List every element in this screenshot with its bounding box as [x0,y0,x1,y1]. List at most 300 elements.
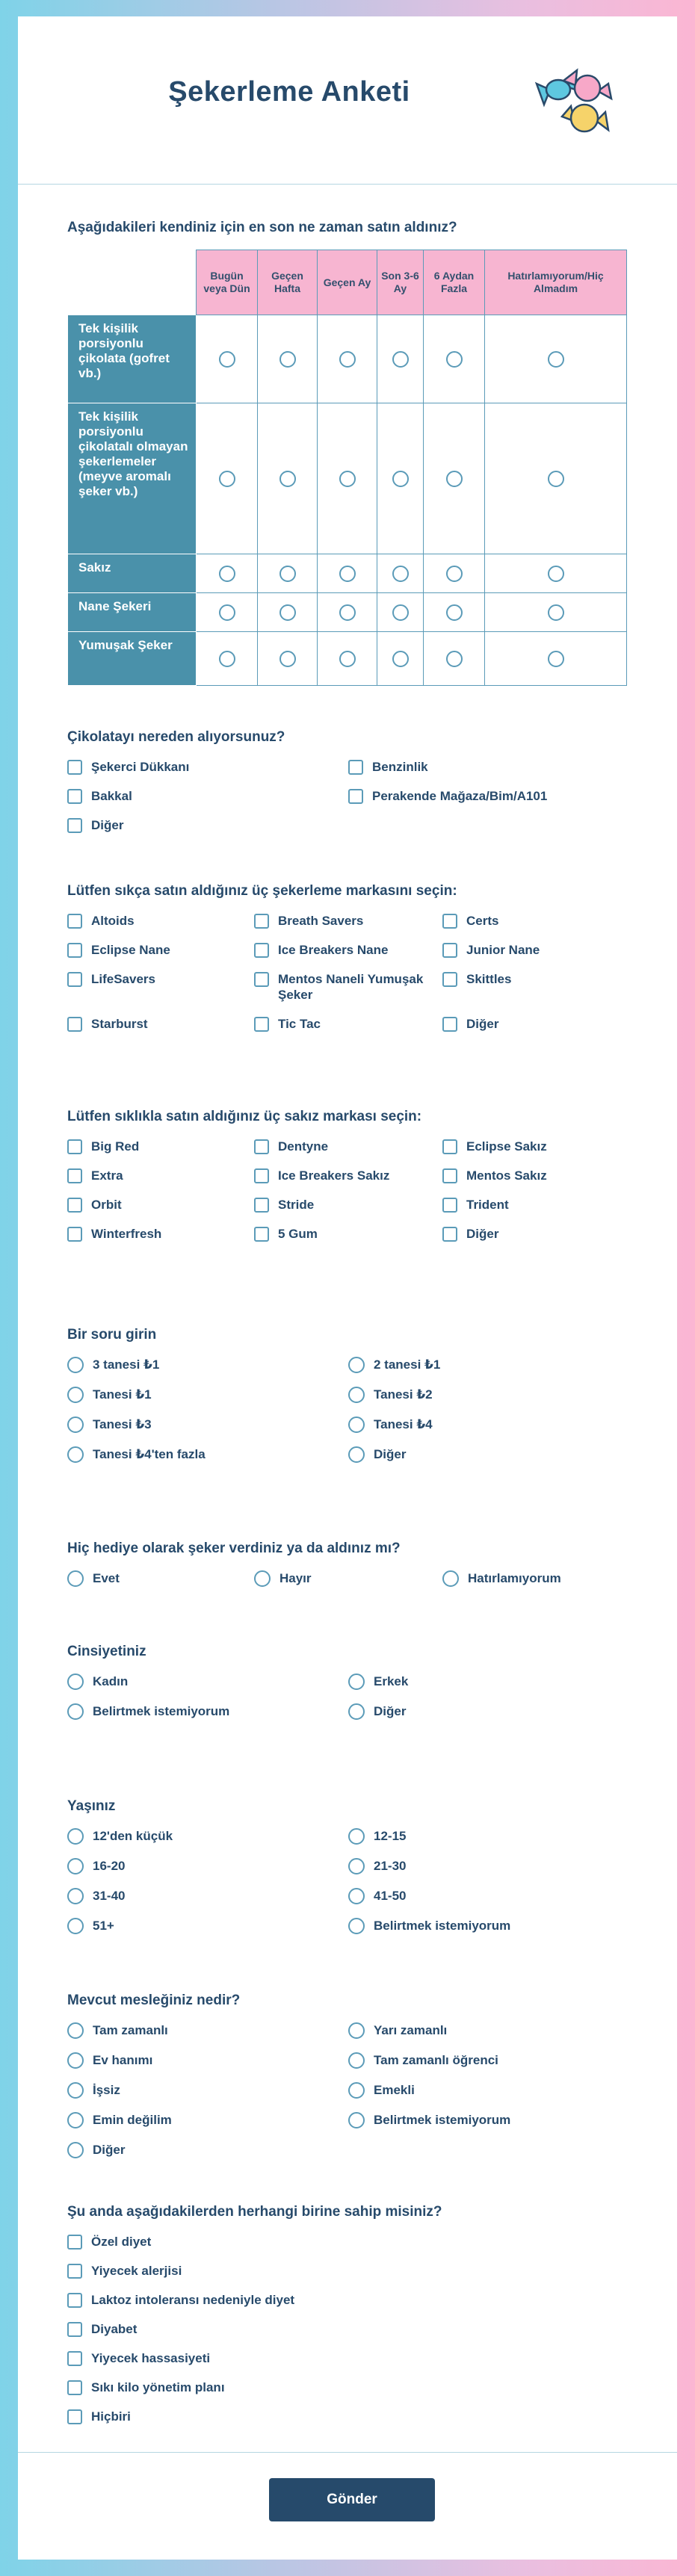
q9-section [67,1993,635,2158]
checkbox-option[interactable] [67,2234,635,2250]
checkbox[interactable] [254,1139,269,1154]
matrix-cell [197,593,258,632]
radio-button[interactable] [254,1570,271,1587]
checkbox-option[interactable] [254,1168,442,1183]
matrix-cell [485,593,627,632]
matrix-radio[interactable] [548,351,564,368]
matrix-col-header: Son 3-6 Ay [377,250,424,315]
matrix-cell [318,403,377,554]
checkbox-option[interactable] [67,2409,635,2424]
checkbox[interactable] [442,1017,457,1032]
matrix-cell [258,593,318,632]
checkbox[interactable] [67,2409,82,2424]
checkbox[interactable] [254,1198,269,1213]
option-label: Emin değilim [93,2113,172,2127]
radio-button[interactable] [348,2052,365,2069]
radio-button[interactable] [348,2082,365,2099]
checkbox[interactable] [254,972,269,987]
option-label: Benzinlik [372,760,428,774]
radio-option[interactable] [67,1387,348,1403]
matrix-corner [68,250,197,315]
option-label: 3 tanesi ₺1 [93,1357,160,1372]
radio-button[interactable] [348,1888,365,1904]
radio-option[interactable] [67,1703,348,1720]
option-label: Trident [466,1198,509,1212]
matrix-radio[interactable] [446,566,463,582]
checkbox-option[interactable] [254,942,442,958]
radio-button[interactable] [348,2022,365,2039]
checkbox[interactable] [348,789,363,804]
checkbox[interactable] [254,1017,269,1032]
radio-option[interactable] [67,1918,348,1934]
option-label: Diğer [93,2143,126,2157]
option-label: Şekerci Dükkanı [91,760,190,774]
matrix-radio[interactable] [392,604,409,621]
option-label: Yarı zamanlı [374,2023,448,2037]
option-label: Dentyne [278,1139,329,1154]
radio-option[interactable] [348,1446,629,1463]
checkbox[interactable] [348,760,363,775]
radio-option[interactable] [67,2052,348,2069]
matrix-radio[interactable] [219,471,235,487]
matrix-row-label: Tek kişilik porsiyonlu çikolata (gofret vb.) [68,315,197,403]
checkbox[interactable] [442,972,457,987]
checkbox-option[interactable] [67,1168,254,1183]
option-label: Belirtmek istemiyorum [374,1919,511,1933]
matrix-row-label: Nane Şekeri [68,593,197,632]
option-label: 2 tanesi ₺1 [374,1357,441,1372]
radio-button[interactable] [348,1828,365,1845]
matrix-row [68,403,627,554]
radio-button[interactable] [67,2112,84,2128]
radio-button[interactable] [67,1417,84,1433]
checkbox-option[interactable] [67,1197,254,1213]
option-label: Eclipse Nane [91,943,170,957]
option-label: Starburst [91,1017,148,1031]
checkbox-option[interactable] [67,2292,635,2308]
matrix-radio[interactable] [392,566,409,582]
option-label: Belirtmek istemiyorum [93,1704,230,1718]
radio-option[interactable] [67,1570,254,1587]
radio-button[interactable] [67,1828,84,1845]
matrix-cell [424,315,485,403]
option-label: Özel diyet [91,2235,152,2249]
matrix-cell [377,554,424,593]
checkbox-option[interactable] [442,1016,629,1032]
matrix-radio[interactable] [339,566,356,582]
radio-option[interactable] [348,1674,629,1690]
option-label: 21-30 [374,1859,407,1873]
matrix-cell [258,632,318,686]
matrix-col-header: Bugün veya Dün [197,250,258,315]
radio-button[interactable] [348,1674,365,1690]
matrix-cell [424,403,485,554]
matrix-cell [377,403,424,554]
matrix-cell [258,554,318,593]
matrix-cell [197,315,258,403]
checkbox-option[interactable] [442,1139,629,1154]
radio-option[interactable] [67,1858,348,1874]
option-label: Diğer [374,1447,407,1461]
option-label: Tic Tac [278,1017,321,1031]
checkbox-option[interactable] [67,2380,635,2395]
matrix-radio[interactable] [219,604,235,621]
matrix-radio[interactable] [219,651,235,667]
matrix-radio[interactable] [339,651,356,667]
matrix-radio[interactable] [279,604,296,621]
matrix-cell [377,593,424,632]
checkbox-option[interactable] [67,971,254,1003]
option-label: 12'den küçük [93,1829,173,1843]
radio-button[interactable] [348,1858,365,1874]
option-label: Sıkı kilo yönetim planı [91,2380,225,2394]
matrix-col-header: Hatırlamıyorum/Hiç Almadım [485,250,627,315]
q6-section [67,1541,635,1587]
radio-option[interactable] [67,1674,348,1690]
option-label: Emekli [374,2083,415,2097]
option-label: Tam zamanlı öğrenci [374,2053,498,2067]
checkbox-option[interactable] [67,913,254,929]
checkbox-option[interactable] [67,2263,635,2279]
option-label: Altoids [91,914,135,928]
question-label: Çikolatayı nereden alıyorsunuz? [67,729,285,745]
question-label: Lütfen sıklıkla satın aldığınız üç sakız markası seçin: [67,1109,422,1124]
checkbox-option[interactable] [67,1016,254,1032]
matrix-row [68,593,627,632]
radio-option[interactable] [67,2142,348,2158]
radio-group [67,1828,635,1934]
radio-button[interactable] [442,1570,459,1587]
checkbox[interactable] [442,1227,457,1242]
option-label: Skittles [466,972,512,986]
matrix-radio[interactable] [392,471,409,487]
matrix-cell [197,554,258,593]
option-label: Junior Nane [466,943,540,957]
checkbox-group [67,759,635,833]
option-label: 41-50 [374,1889,407,1903]
option-label: Diğer [91,818,124,832]
option-label: Ice Breakers Nane [278,943,389,957]
option-label: Hatırlamıyorum [468,1571,561,1585]
checkbox[interactable] [67,1139,82,1154]
checkbox-group [67,2234,635,2424]
option-label: 51+ [93,1919,114,1933]
option-label: Yiyecek hassasiyeti [91,2351,211,2365]
radio-option[interactable] [348,1417,629,1433]
checkbox[interactable] [67,789,82,804]
checkbox[interactable] [67,943,82,958]
option-label: Laktoz intoleransı nedeniyle diyet [91,2293,295,2307]
checkbox[interactable] [442,943,457,958]
option-label: Belirtmek istemiyorum [374,2113,511,2127]
matrix-radio[interactable] [279,651,296,667]
matrix-row [68,632,627,686]
checkbox[interactable] [67,1168,82,1183]
option-label: Yiyecek alerjisi [91,2264,182,2278]
option-label: İşsiz [93,2083,120,2097]
matrix-row [68,554,627,593]
checkbox-option[interactable] [442,1226,629,1242]
radio-group [67,1674,635,1720]
matrix-radio[interactable] [392,351,409,368]
option-label: Hayır [279,1571,312,1585]
option-label: Orbit [91,1198,122,1212]
checkbox[interactable] [67,760,82,775]
radio-option[interactable] [348,1918,629,1934]
option-label: Perakende Mağaza/Bim/A101 [372,789,548,803]
radio-button[interactable] [67,1570,84,1587]
checkbox[interactable] [254,943,269,958]
matrix-radio[interactable] [279,471,296,487]
checkbox[interactable] [67,2293,82,2308]
option-label: 31-40 [93,1889,126,1903]
checkbox-option[interactable] [254,1139,442,1154]
matrix-radio[interactable] [279,566,296,582]
checkbox[interactable] [67,2351,82,2366]
radio-option[interactable] [348,1858,629,1874]
candy-icon [534,61,620,142]
matrix-radio[interactable] [219,351,235,368]
checkbox-option[interactable] [442,1168,629,1183]
radio-group [67,1570,635,1587]
radio-group [67,1357,635,1463]
matrix-radio[interactable] [339,471,356,487]
question-label: Hiç hediye olarak şeker verdiniz ya da aldınız mı? [67,1541,401,1556]
matrix-col-header: Geçen Hafta [258,250,318,315]
radio-option[interactable] [67,1417,348,1433]
q5-section [67,1327,635,1463]
matrix-radio[interactable] [339,351,356,368]
checkbox[interactable] [67,1017,82,1032]
radio-option[interactable] [67,1888,348,1904]
checkbox-option[interactable] [254,1197,442,1213]
checkbox[interactable] [67,972,82,987]
option-label: Tanesi ₺3 [93,1417,152,1431]
option-label: Big Red [91,1139,140,1154]
checkbox-option[interactable] [67,2321,635,2337]
radio-option[interactable] [348,2052,629,2069]
matrix-radio[interactable] [548,566,564,582]
checkbox-option[interactable] [348,759,629,775]
matrix-cell [197,632,258,686]
checkbox-option[interactable] [67,788,348,804]
option-label: 12-15 [374,1829,407,1843]
radio-option[interactable] [348,1387,629,1403]
matrix-radio[interactable] [339,604,356,621]
radio-button[interactable] [67,1387,84,1403]
radio-option[interactable] [348,1888,629,1904]
matrix-radio[interactable] [548,651,564,667]
radio-group [67,2022,635,2158]
radio-button[interactable] [67,1446,84,1463]
matrix-cell [377,315,424,403]
radio-option[interactable] [254,1570,442,1587]
radio-option[interactable] [348,2022,629,2039]
checkbox-option[interactable] [254,1226,442,1242]
radio-button[interactable] [67,2052,84,2069]
radio-option[interactable] [348,2112,629,2128]
radio-option[interactable] [67,1357,348,1373]
checkbox-option[interactable] [442,942,629,958]
checkbox-option[interactable] [442,971,629,1003]
form-header [18,16,677,185]
option-label: Tanesi ₺2 [374,1387,433,1402]
checkbox[interactable] [442,914,457,929]
checkbox-group [67,913,635,1032]
option-label: LifeSavers [91,972,155,986]
checkbox-option[interactable] [254,1016,442,1032]
checkbox[interactable] [67,1198,82,1213]
matrix-row [68,315,627,403]
checkbox-option[interactable] [67,759,348,775]
radio-option[interactable] [442,1570,629,1587]
radio-option[interactable] [348,1357,629,1373]
radio-button[interactable] [67,1357,84,1373]
option-label: 5 Gum [278,1227,318,1241]
checkbox-option[interactable] [67,1139,254,1154]
checkbox[interactable] [67,2235,82,2250]
matrix-radio[interactable] [446,471,463,487]
matrix-cell [197,403,258,554]
radio-button[interactable] [348,1417,365,1433]
matrix-radio[interactable] [548,471,564,487]
checkbox-option[interactable] [348,788,629,804]
option-label: Tanesi ₺4 [374,1417,433,1431]
option-label: Eclipse Sakız [466,1139,547,1154]
matrix-radio[interactable] [279,351,296,368]
matrix-cell [318,315,377,403]
question-label: Lütfen sıkça satın aldığınız üç şekerleme markasını seçin: [67,883,457,899]
checkbox[interactable] [254,1227,269,1242]
checkbox-option[interactable] [254,913,442,929]
question-label: Mevcut mesleğiniz nedir? [67,1993,241,2008]
matrix-row-label: Sakız [68,554,197,593]
checkbox[interactable] [442,1139,457,1154]
question-label: Şu anda aşağıdakilerden herhangi birine sahip misiniz? [67,2204,442,2220]
option-label: Stride [278,1198,315,1212]
checkbox-option[interactable] [254,971,442,1003]
purchase-matrix [67,250,627,686]
checkbox-option[interactable] [67,942,254,958]
q4-section [67,1109,635,1242]
option-label: Erkek [374,1674,409,1688]
option-label: Diyabet [91,2322,138,2336]
radio-option[interactable] [67,2112,348,2128]
matrix-cell [318,554,377,593]
checkbox-option[interactable] [442,913,629,929]
radio-button[interactable] [67,1918,84,1934]
question-label: Cinsiyetiniz [67,1644,146,1659]
option-label: Breath Savers [278,914,364,928]
option-label: Ev hanımı [93,2053,153,2067]
matrix-col-header: Geçen Ay [318,250,377,315]
radio-button[interactable] [348,1357,365,1373]
option-label: Bakkal [91,789,132,803]
matrix-radio[interactable] [219,566,235,582]
matrix-cell [424,593,485,632]
radio-option[interactable] [67,2022,348,2039]
radio-button[interactable] [67,1703,84,1720]
checkbox-option[interactable] [442,1197,629,1213]
matrix-radio[interactable] [392,651,409,667]
footer-divider [18,2452,677,2453]
checkbox[interactable] [67,1227,82,1242]
checkbox[interactable] [67,2380,82,2395]
checkbox[interactable] [442,1198,457,1213]
radio-button[interactable] [67,1858,84,1874]
radio-button[interactable] [348,2112,365,2128]
question-label: Aşağıdakileri kendiniz için en son ne zaman satın aldınız? [67,220,457,235]
option-label: Ice Breakers Sakız [278,1168,390,1183]
matrix-cell [424,632,485,686]
option-label: Hiçbiri [91,2409,131,2424]
radio-button[interactable] [67,1674,84,1690]
radio-button[interactable] [67,2022,84,2039]
question-label: Bir soru girin [67,1327,157,1343]
checkbox-group [67,1139,635,1242]
matrix-cell [258,403,318,554]
checkbox[interactable] [254,1168,269,1183]
q7-section [67,1644,635,1720]
radio-option[interactable] [348,1703,629,1720]
matrix-radio[interactable] [446,351,463,368]
matrix-cell [485,315,627,403]
submit-button[interactable]: Gönder [269,2478,435,2521]
checkbox[interactable] [254,914,269,929]
radio-button[interactable] [67,2142,84,2158]
matrix-radio[interactable] [446,651,463,667]
radio-button[interactable] [67,1888,84,1904]
radio-option[interactable] [67,1446,348,1463]
q3-section [67,883,635,1032]
checkbox-option[interactable] [67,817,348,833]
checkbox[interactable] [67,2322,82,2337]
radio-option[interactable] [67,1828,348,1845]
page-title: Şekerleme Anketi [168,76,410,108]
matrix-cell [485,403,627,554]
radio-button[interactable] [348,1387,365,1403]
option-label: Diğer [466,1227,499,1241]
checkbox[interactable] [67,2264,82,2279]
matrix-radio[interactable] [548,604,564,621]
checkbox-option[interactable] [67,1226,254,1242]
option-label: Tam zamanlı [93,2023,168,2037]
radio-button[interactable] [348,1446,365,1463]
radio-button[interactable] [67,2082,84,2099]
matrix-cell [424,554,485,593]
checkbox[interactable] [67,818,82,833]
checkbox[interactable] [67,914,82,929]
option-label: Certs [466,914,499,928]
matrix-radio[interactable] [446,604,463,621]
radio-button[interactable] [348,1918,365,1934]
option-label: 16-20 [93,1859,126,1873]
radio-option[interactable] [348,2082,629,2099]
matrix-row-label: Yumuşak Şeker [68,632,197,686]
radio-button[interactable] [348,1703,365,1720]
checkbox-option[interactable] [67,2350,635,2366]
matrix-row-label: Tek kişilik porsiyonlu çikolatalı olmayan şekerlemeler (meyve aromalı şeker vb.) [68,403,197,554]
q10-section [67,2204,635,2424]
radio-option[interactable] [67,2082,348,2099]
option-label: Mentos Naneli Yumuşak Şeker [278,972,424,1002]
option-label: Diğer [466,1017,499,1031]
radio-option[interactable] [348,1828,629,1845]
matrix-cell [485,554,627,593]
option-label: Tanesi ₺1 [93,1387,152,1402]
checkbox[interactable] [442,1168,457,1183]
matrix-cell [258,315,318,403]
